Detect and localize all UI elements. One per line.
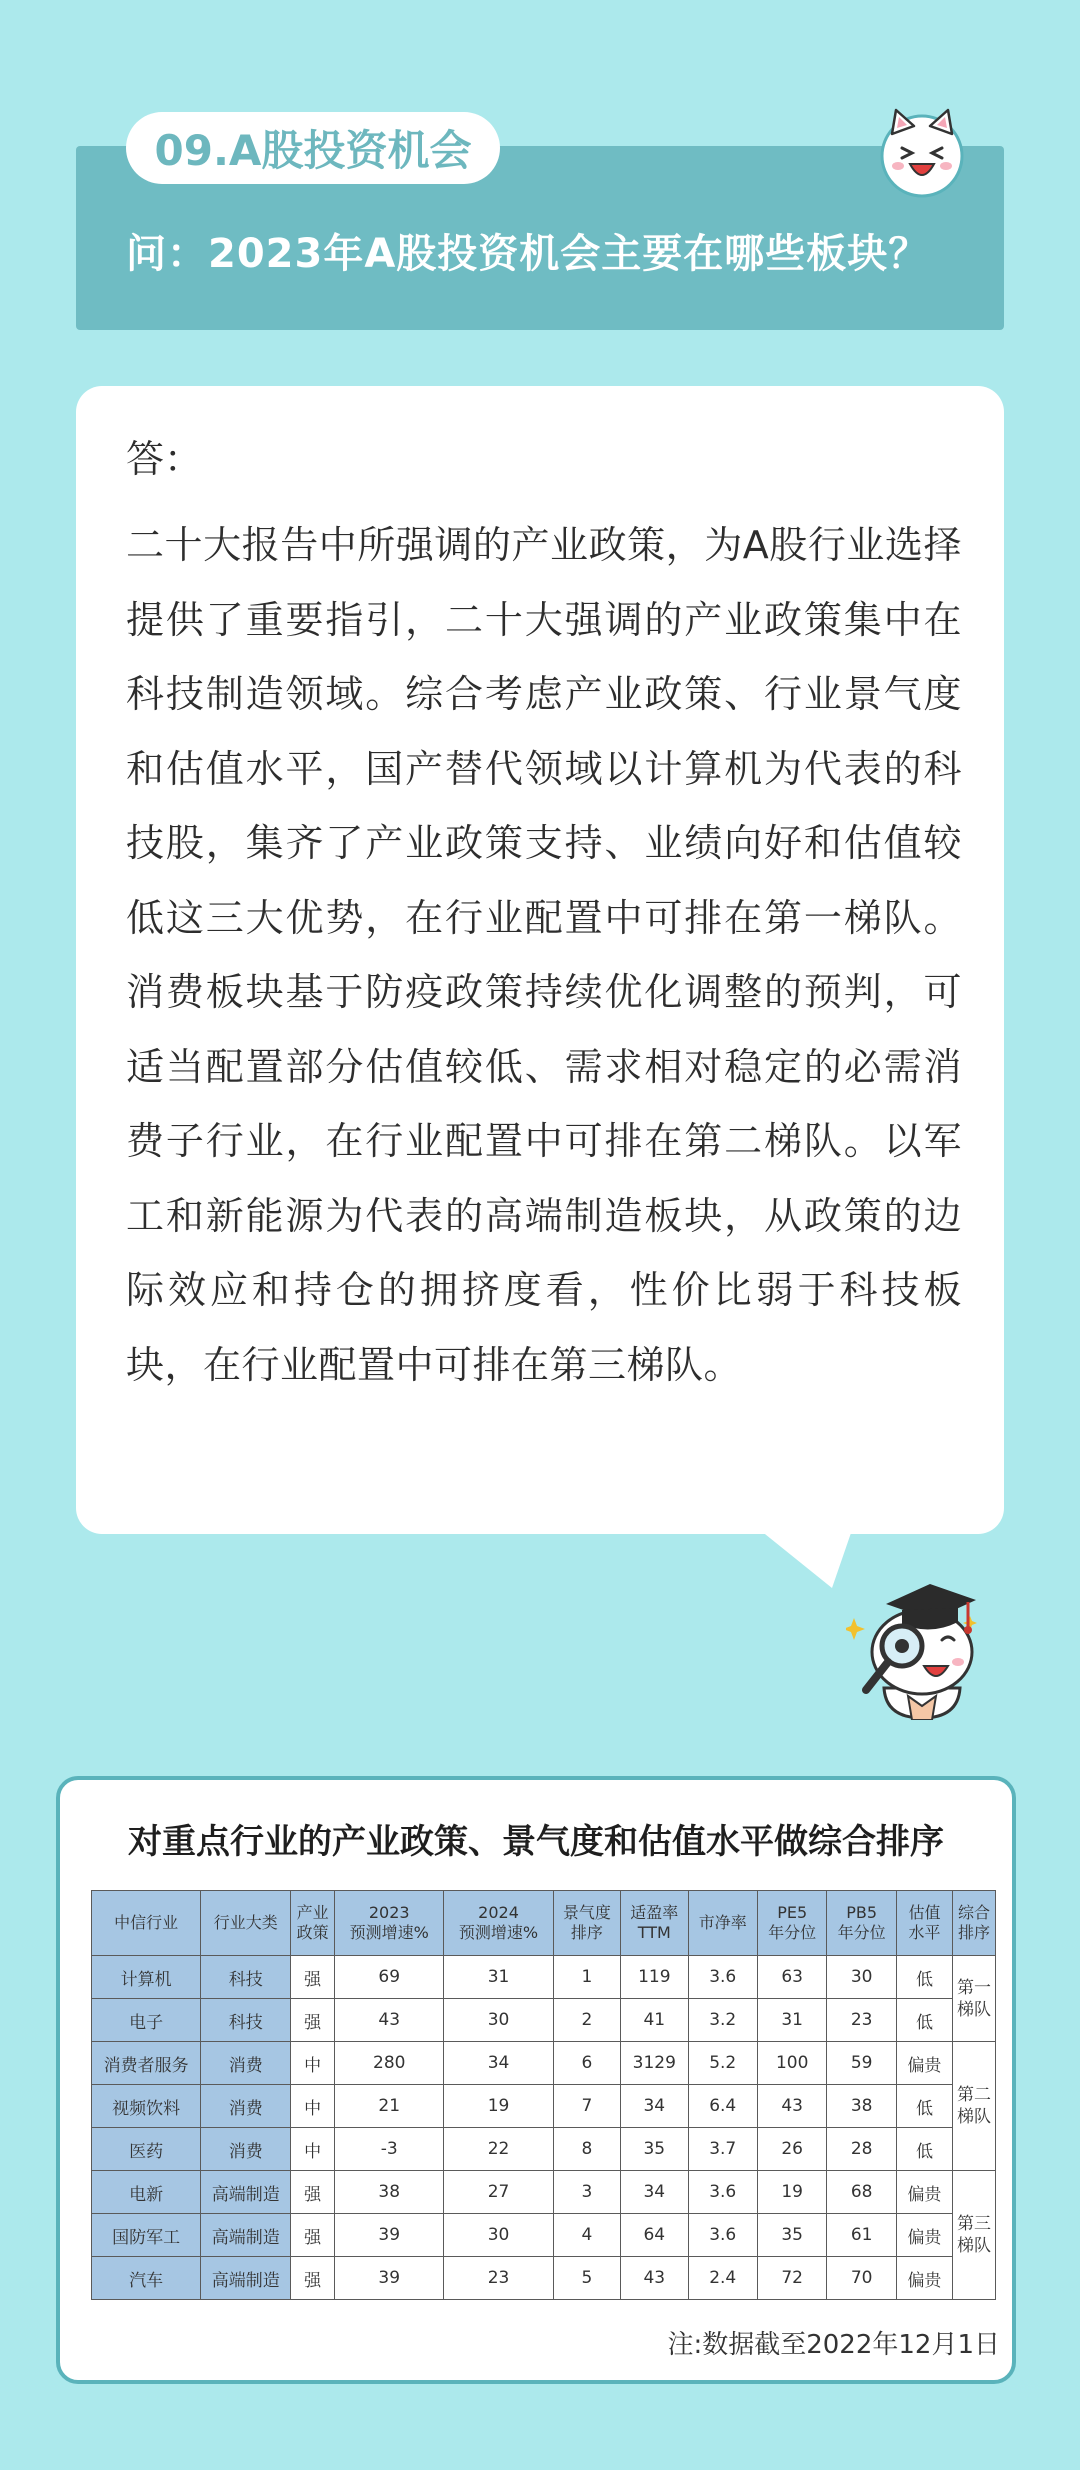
table-cell: 强 <box>291 1956 335 1999</box>
table-cell: 31 <box>444 1956 553 1999</box>
category-cell: 科技 <box>201 1956 291 1999</box>
header-line: 估值 <box>908 1903 941 1922</box>
table-cell: 低 <box>896 2085 952 2128</box>
table-cell: 43 <box>335 1999 444 2042</box>
table-cell: 3.6 <box>688 1956 757 1999</box>
table-cell: 34 <box>621 2085 688 2128</box>
table-header-cell <box>201 1891 291 1956</box>
table-cell: 21 <box>335 2085 444 2128</box>
table-cell: 偏贵 <box>896 2171 952 2214</box>
header-line: TTM <box>637 1923 671 1942</box>
table-cell: 70 <box>827 2257 896 2300</box>
header-line: PE5 <box>777 1903 808 1922</box>
table-cell: 4 <box>553 2214 620 2257</box>
table-cell: 6 <box>553 2042 620 2085</box>
table-cell: 72 <box>757 2257 826 2300</box>
industry-cell: 医药 <box>92 2128 201 2171</box>
table-cell: 3.6 <box>688 2214 757 2257</box>
table-header-cell <box>553 1891 620 1956</box>
table-cell: 59 <box>827 2042 896 2085</box>
table-cell: 强 <box>291 2257 335 2300</box>
table-cell: 偏贵 <box>896 2042 952 2085</box>
table-cell: 低 <box>896 2128 952 2171</box>
table-cell: 偏贵 <box>896 2257 952 2300</box>
industry-cell: 计算机 <box>92 1956 201 1999</box>
category-cell: 消费 <box>201 2128 291 2171</box>
table-header-cell <box>291 1891 335 1956</box>
table-cell: 23 <box>827 1999 896 2042</box>
section-label: 09.A股投资机会 <box>126 112 500 184</box>
table-cell: 28 <box>827 2128 896 2171</box>
table-header-cell <box>827 1891 896 1956</box>
table-cell: 5.2 <box>688 2042 757 2085</box>
table-cell: 7 <box>553 2085 620 2128</box>
industry-cell: 电子 <box>92 1999 201 2042</box>
table-cell: 3129 <box>621 2042 688 2085</box>
answer-body: 二十大报告中所强调的产业政策，为A股行业选择提供了重要指引，二十大强调的产业政策集中在科技制造领域。综合考虑产业政策、行业景气度和估值水平，国产替代领域以计算机为代表的科技股，集齐了产业政策支持、业绩向好和估值较低这三大优势，在行业配置中可排在第一梯队。消费板块基于防疫政策持续优化调整的预判，可适当配置部分估值较低、需求相对稳定的必需消费子行业，在行业配置中可排在第二梯队。以军工和新能源为代表的高端制造板块，从政策的边际效应和持仓的拥挤度看，性价比弱于科技板块，在行业配置中可排在第三梯队。 <box>126 523 962 1387</box>
table-header-cell <box>896 1891 952 1956</box>
table-cell: 中 <box>291 2085 335 2128</box>
table-row <box>92 1956 996 1999</box>
category-cell: 科技 <box>201 1999 291 2042</box>
header-line: PB5 <box>846 1903 878 1922</box>
table-cell: 69 <box>335 1956 444 1999</box>
table-cell: 30 <box>444 1999 553 2042</box>
table-cell: 22 <box>444 2128 553 2171</box>
table-cell: 低 <box>896 1999 952 2042</box>
header-line: 政策 <box>296 1923 329 1942</box>
table-row <box>92 2128 996 2171</box>
category-cell: 消费 <box>201 2085 291 2128</box>
table-cell: 19 <box>444 2085 553 2128</box>
table-row <box>92 1999 996 2042</box>
table-row <box>92 2042 996 2085</box>
header-line: 市净率 <box>698 1913 747 1932</box>
table-cell: 63 <box>757 1956 826 1999</box>
tier-cell <box>953 2042 996 2171</box>
table-cell: 280 <box>335 2042 444 2085</box>
table-row <box>92 2257 996 2300</box>
table-cell: 中 <box>291 2128 335 2171</box>
table-header-cell <box>688 1891 757 1956</box>
industry-cell: 消费者服务 <box>92 2042 201 2085</box>
header-line: 预测增速% <box>349 1923 429 1942</box>
table-cell: 61 <box>827 2214 896 2257</box>
category-cell: 高端制造 <box>201 2214 291 2257</box>
table-cell: 2.4 <box>688 2257 757 2300</box>
table-cell: 1 <box>553 1956 620 1999</box>
table-header-cell <box>444 1891 553 1956</box>
header-line: 年分位 <box>768 1923 817 1942</box>
tier-line: 梯队 <box>957 2107 992 2127</box>
table-cell: 19 <box>757 2171 826 2214</box>
table-header-cell <box>953 1891 996 1956</box>
table-cell: 2 <box>553 1999 620 2042</box>
tier-line: 第三 <box>957 2214 992 2234</box>
answer-label: 答： <box>126 437 203 481</box>
header-line: 适盈率 <box>630 1903 679 1922</box>
header-line: 综合 <box>958 1903 991 1922</box>
industry-cell: 电新 <box>92 2171 201 2214</box>
industry-cell: 汽车 <box>92 2257 201 2300</box>
header-line: 预测增速% <box>458 1923 539 1942</box>
table-cell: 34 <box>621 2171 688 2214</box>
table-cell: 41 <box>621 1999 688 2042</box>
industry-ranking-table <box>91 1890 996 2300</box>
tier-line: 第二 <box>957 2085 992 2105</box>
cat-mascot-graduate-icon <box>846 1570 992 1720</box>
tier-line: 梯队 <box>957 1999 992 2020</box>
category-cell: 消费 <box>201 2042 291 2085</box>
table-cell: 68 <box>827 2171 896 2214</box>
table-cell: 强 <box>291 2214 335 2257</box>
table-header-cell <box>757 1891 826 1956</box>
table-cell: 30 <box>444 2214 553 2257</box>
table-cell: 39 <box>335 2257 444 2300</box>
question-text: 问：2023年A股投资机会主要在哪些板块？ <box>126 231 930 277</box>
header-line: 排序 <box>958 1923 991 1942</box>
table-row <box>92 2171 996 2214</box>
header-line: 景气度 <box>562 1903 611 1922</box>
table-cell: 中 <box>291 2042 335 2085</box>
table-cell: 5 <box>553 2257 620 2300</box>
table-header-cell <box>621 1891 688 1956</box>
table-cell: 27 <box>444 2171 553 2214</box>
table-header-row <box>92 1891 996 1956</box>
table-row <box>92 2214 996 2257</box>
table-cell: 30 <box>827 1956 896 1999</box>
table-cell: 38 <box>827 2085 896 2128</box>
table-cell: 强 <box>291 1999 335 2042</box>
table-cell: 35 <box>757 2214 826 2257</box>
table-cell: 31 <box>757 1999 826 2042</box>
header-line: 2024 <box>478 1903 519 1922</box>
cat-mascot-head-icon <box>874 104 970 200</box>
header-line: 2023 <box>368 1903 410 1922</box>
table-row <box>92 2085 996 2128</box>
tier-line: 第一 <box>957 1977 992 1998</box>
tier-line: 梯队 <box>957 2236 992 2256</box>
bubble-tail <box>760 1530 852 1590</box>
header-line: 行业大类 <box>213 1913 278 1932</box>
table-cell: 低 <box>896 1956 952 1999</box>
table-cell: 35 <box>621 2128 688 2171</box>
table-cell: 3 <box>553 2171 620 2214</box>
table-cell: 偏贵 <box>896 2214 952 2257</box>
table-cell: 26 <box>757 2128 826 2171</box>
table-cell: -3 <box>335 2128 444 2171</box>
header-line: 排序 <box>570 1923 603 1942</box>
table-cell: 8 <box>553 2128 620 2171</box>
table-cell: 100 <box>757 2042 826 2085</box>
table-cell: 43 <box>621 2257 688 2300</box>
table-header-cell <box>335 1891 444 1956</box>
table-cell: 3.7 <box>688 2128 757 2171</box>
header-line: 产业 <box>296 1903 329 1922</box>
header-line: 水平 <box>908 1923 941 1942</box>
table-cell: 64 <box>621 2214 688 2257</box>
table-cell: 23 <box>444 2257 553 2300</box>
header-line: 年分位 <box>837 1923 886 1942</box>
industry-cell: 视频饮料 <box>92 2085 201 2128</box>
table-cell: 3.2 <box>688 1999 757 2042</box>
table-cell: 3.6 <box>688 2171 757 2214</box>
table-cell: 38 <box>335 2171 444 2214</box>
table-cell: 119 <box>621 1956 688 1999</box>
table-cell: 43 <box>757 2085 826 2128</box>
data-note: 注:数据截至2022年12月1日 <box>667 2330 1000 2360</box>
table-header-cell <box>92 1891 201 1956</box>
table-title: 对重点行业的产业政策、景气度和估值水平做综合排序 <box>128 1822 944 1862</box>
category-cell: 高端制造 <box>201 2257 291 2300</box>
table-cell: 39 <box>335 2214 444 2257</box>
tier-cell <box>953 1956 996 2042</box>
industry-cell: 国防军工 <box>92 2214 201 2257</box>
table-cell: 强 <box>291 2171 335 2214</box>
table-cell: 6.4 <box>688 2085 757 2128</box>
table-cell: 34 <box>444 2042 553 2085</box>
category-cell: 高端制造 <box>201 2171 291 2214</box>
tier-cell <box>953 2171 996 2300</box>
header-line: 中信行业 <box>114 1913 179 1932</box>
